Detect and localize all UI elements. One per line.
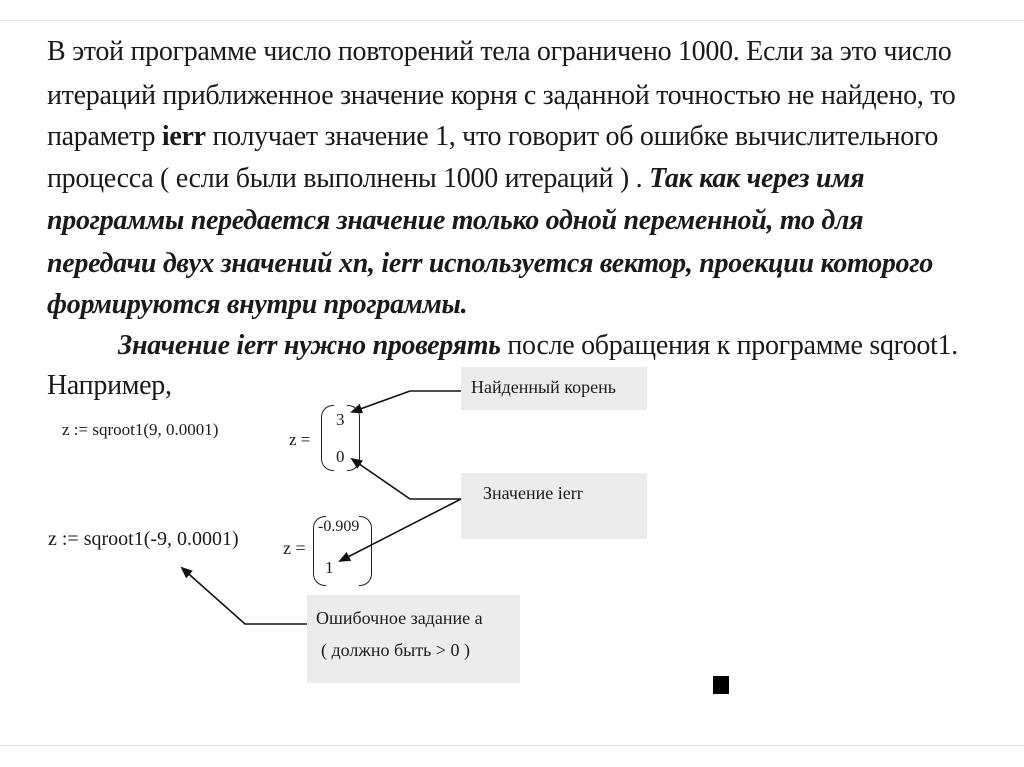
paragraph-line-8-emphasis: Значение ierr нужно проверять [118, 330, 501, 361]
callout-error-line-1: Ошибочное задание a [316, 608, 483, 628]
paragraph-line-6: передачи двух значений xn, ierr используется вектор, проекции которого [47, 248, 933, 279]
example-1-lhs: z = [289, 430, 311, 449]
example-2-value-root: -0.909 [318, 518, 360, 535]
ierr-term: ierr [161, 121, 206, 152]
paragraph-line-4-emphasis: Так как через имя [649, 163, 865, 194]
paragraph-line-8-end: после обращения к программе sqroot1. [500, 330, 958, 361]
paragraph-line-5: программы передается значение только одной переменной, то для [47, 205, 864, 236]
example-2-call: z := sqroot1(-9, 0.0001) [48, 528, 239, 550]
callout-error-line-2: ( должно быть > 0 ) [321, 640, 470, 660]
paragraph-line-2: итераций приближенное значение корня с заданной точностью не найдено, то [47, 80, 956, 111]
arrow-to-ierr-1 [352, 459, 461, 499]
arrow-to-root [352, 391, 461, 412]
example-2-lhs: z = [283, 538, 306, 558]
paragraph-line-7: формируются внутри программы. [47, 289, 468, 320]
paragraph-line-3-end: получает значение 1, что говорит об ошибке вычислительного [205, 121, 939, 152]
arrow-to-error [182, 568, 307, 624]
paragraph-line-9: Например, [47, 370, 172, 401]
example-1-value-root: 3 [336, 410, 345, 429]
example-1-value-ierr: 0 [336, 447, 345, 466]
paragraph-line-3-start: параметр [47, 121, 162, 152]
paragraph-line-4-start: процесса ( если были выполнены 1000 итераций ) . [47, 163, 650, 194]
example-1-call: z := sqroot1(9, 0.0001) [62, 420, 219, 439]
callout-ierr-text: Значение ierr [483, 483, 583, 503]
paragraph-line-1: В этой программе число повторений тела ограничено 1000. Если за это число [47, 36, 952, 67]
callout-root-text: Найденный корень [471, 377, 616, 397]
arrow-to-ierr-2 [340, 499, 461, 561]
slide-marker [713, 676, 729, 694]
example-2-value-ierr: 1 [325, 558, 334, 577]
